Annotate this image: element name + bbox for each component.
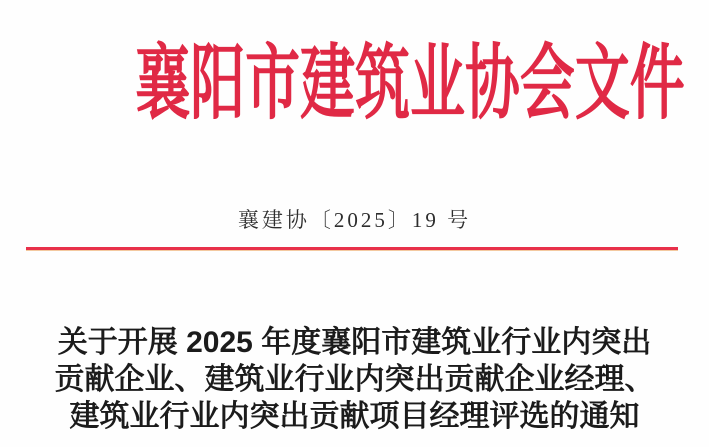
notice-title	[0, 324, 709, 435]
notice-title-line-2: 贡献企业、建筑业行业内突出贡献企业经理、	[54, 363, 655, 396]
document-number: 襄建协〔2025〕19 号	[237, 208, 472, 232]
org-header-title-text: 襄阳市建筑业协会文件	[135, 38, 685, 129]
org-header-title	[0, 34, 709, 134]
notice-title-line-1: 关于开展 2025 年度襄阳市建筑业行业内突出	[57, 326, 652, 359]
red-divider-rule	[26, 247, 678, 251]
notice-title-line-3: 建筑业行业内突出贡献项目经理评选的通知	[69, 400, 640, 433]
